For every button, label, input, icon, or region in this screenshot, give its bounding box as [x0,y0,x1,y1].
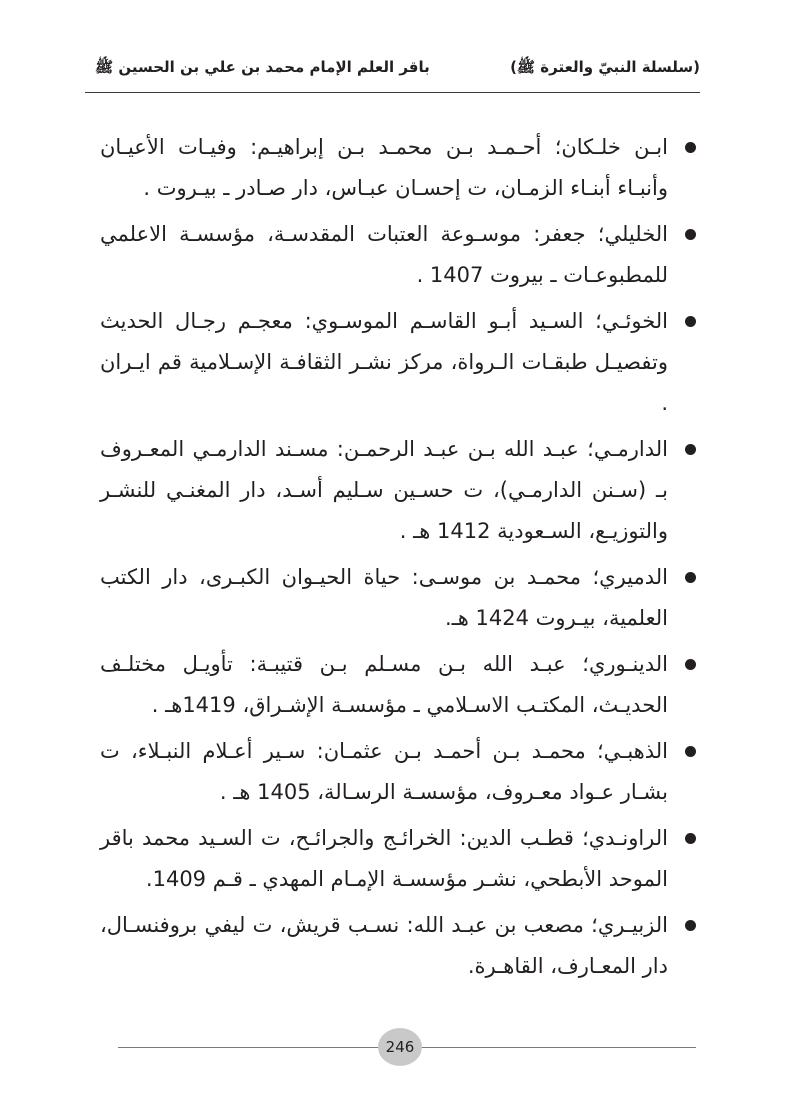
bibliography-entry [100,731,700,813]
bibliography-list [100,127,700,992]
bibliography-entry [100,557,700,639]
bullet-icon [685,142,696,153]
page-header [85,52,700,93]
bibliography-entry-text: الذهبـي؛ محمـد بـن أحمـد بـن عثمـان: سـير أعـلام النبـلاء، ت بشـار عـواد معـروف، مؤسسـة الرسـالة، 1405 هـ . [100,739,668,804]
book-title: باقر العلم الإمام محمد بن علي بن الحسين ﷺ [95,58,430,76]
bibliography-entry [100,644,700,726]
bibliography-entry [100,429,700,552]
bibliography-entry-text: الخوئـي؛ السـيد أبـو القاسـم الموسـوي: معجـم رجـال الحديث وتفصيـل طبقـات الـرواة، مركز نشـر الثقافـة الإسـلامية قم ايـران . [100,309,668,415]
bibliography-entry [100,214,700,296]
bibliography-entry-text: الدميري؛ محمـد بن موسـى: حياة الحيـوان الكبـرى، دار الكتب العلمية، بيـروت 1424 هـ. [100,565,668,630]
bibliography-entry [100,127,700,209]
bibliography-entry-text: الخليلي؛ جعفر: موسـوعة العتبات المقدسـة، مؤسسـة الاعلمي للمطبوعـات ـ بيروت 1407 . [100,222,668,287]
bullet-icon [685,229,696,240]
bullet-icon [685,444,696,455]
bibliography-entry-text: الراونـدي؛ قطـب الدين: الخرائـج والجرائـح، ت السـيد محمد باقر الموحد الأبطحي، نشـر مؤسسـة الإمـام المهدي ـ قـم 1409. [100,826,668,891]
bullet-icon [685,316,696,327]
page-number-badge: 246 [378,1028,422,1066]
bibliography-entry-text: الدارمـي؛ عبـد الله بـن عبـد الرحمـن: مسـند الدارمـي المعـروف بـ (سـنن الدارمـي)، ت حسـين سـليم أسـد، دار المغنـي للنشـر والتوزيـع، السـعودية 1412 هـ . [100,437,668,543]
bibliography-entry [100,905,700,987]
bullet-icon [685,572,696,583]
bullet-icon [685,659,696,670]
bibliography-entry [100,301,700,424]
bullet-icon [685,833,696,844]
bibliography-entry-text: ابـن خلـكان؛ أحـمـد بـن محمـد بـن إبراهيـم: وفيـات الأعيـان وأنبـاء أبنـاء الزمـان، ت إحسـان عبـاس، دار صـادر ـ بيـروت . [100,135,668,200]
series-title: (سلسلة النبيّ والعترة ﷺ) [510,58,700,76]
bibliography-entry-text: الدينـوري؛ عبـد الله بـن مسـلم بـن قتيبـة: تأويـل مختلـف الحديـث، المكتـب الاسـلامي ـ مؤسسـة الإشـراق، 1419هـ . [100,652,668,717]
bibliography-entry [100,818,700,900]
bibliography-entry-text: الزبيـري؛ مصعب بن عبـد الله: نسـب قريش، ت ليفي بروفنسـال، دار المعـارف، القاهـرة. [100,913,668,978]
bullet-icon [685,920,696,931]
bullet-icon [685,746,696,757]
